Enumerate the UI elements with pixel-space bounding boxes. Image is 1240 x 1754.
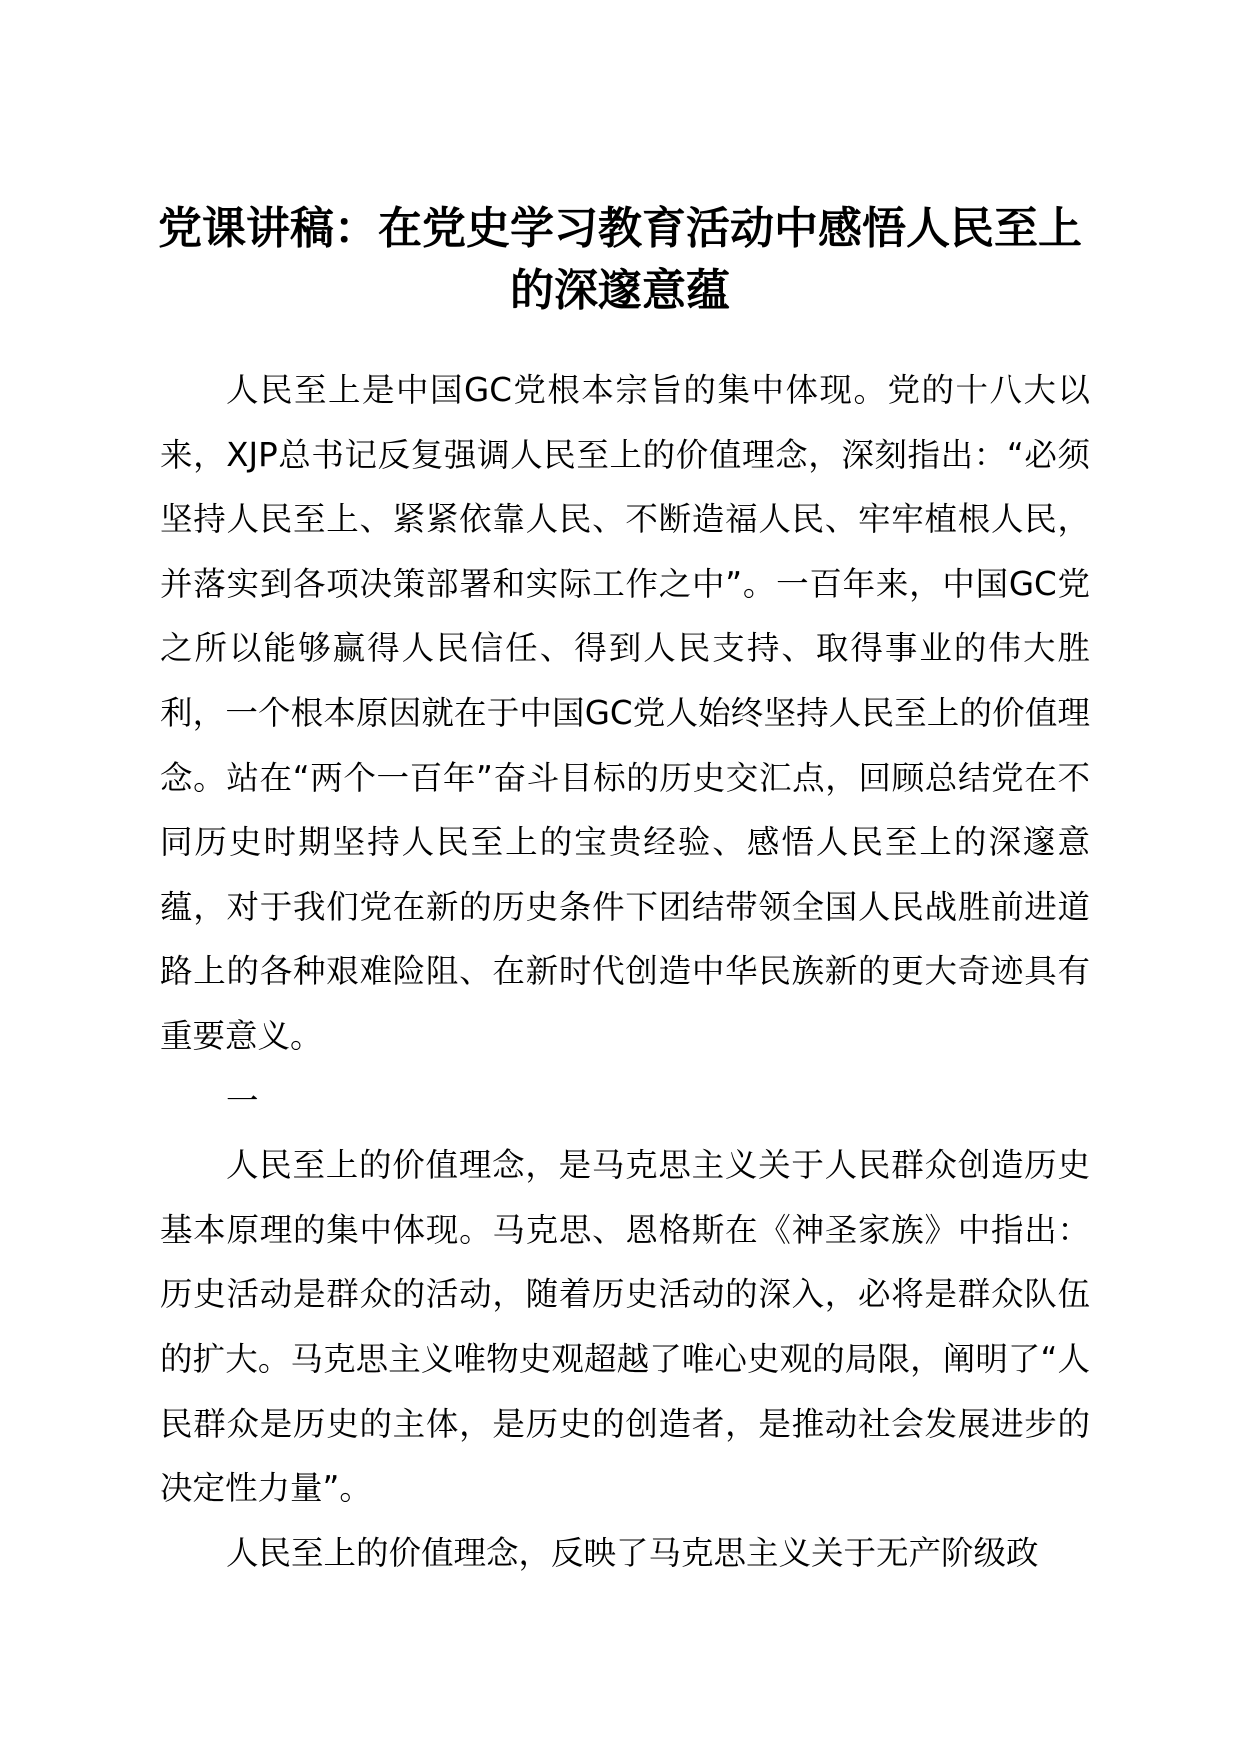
document-title: 党课讲稿：在党史学习教育活动中感悟人民至上的深邃意蕴 [158, 203, 1082, 316]
section-number: 一 [226, 1081, 259, 1120]
paragraph-3: 人民至上的价值理念，反映了马克思主义关于无产阶级政 [226, 1533, 1039, 1572]
paragraph-2: 人民至上的价值理念，是马克思主义关于人民群众创造历史基本原理的集中体现。马克思、恩格斯在《神圣家族》中指出：历史活动是群众的活动，随着历史活动的深入，必将是群众队伍的扩大。马克思主义唯物史观超越了唯心史观的局限，阐明了“人民群众是历史的主体，是历史的创造者，是推动社会发展进步的决定性力量”。 [160, 1146, 1090, 1508]
document-body [160, 358, 1090, 1585]
paragraph-intro: 人民至上是中国GC党根本宗旨的集中体现。党的十八大以来，XJP总书记反复强调人民至上的价值理念，深刻指出：“必须坚持人民至上、紧紧依靠人民、不断造福人民、牢牢植根人民，并落实到各项决策部署和实际工作之中”。一百年来，中国GC党之所以能够赢得人民信任、得到人民支持、取得事业的伟大胜利，一个根本原因就在于中国GC党人始终坚持人民至上的价值理念。站在“两个一百年”奋斗目标的历史交汇点，回顾总结党在不同历史时期坚持人民至上的宝贵经验、感悟人民至上的深邃意蕴，对于我们党在新的历史条件下团结带领全国人民战胜前进道路上的各种艰难险阻、在新时代创造中华民族新的更大奇迹具有重要意义。 [160, 371, 1090, 1055]
